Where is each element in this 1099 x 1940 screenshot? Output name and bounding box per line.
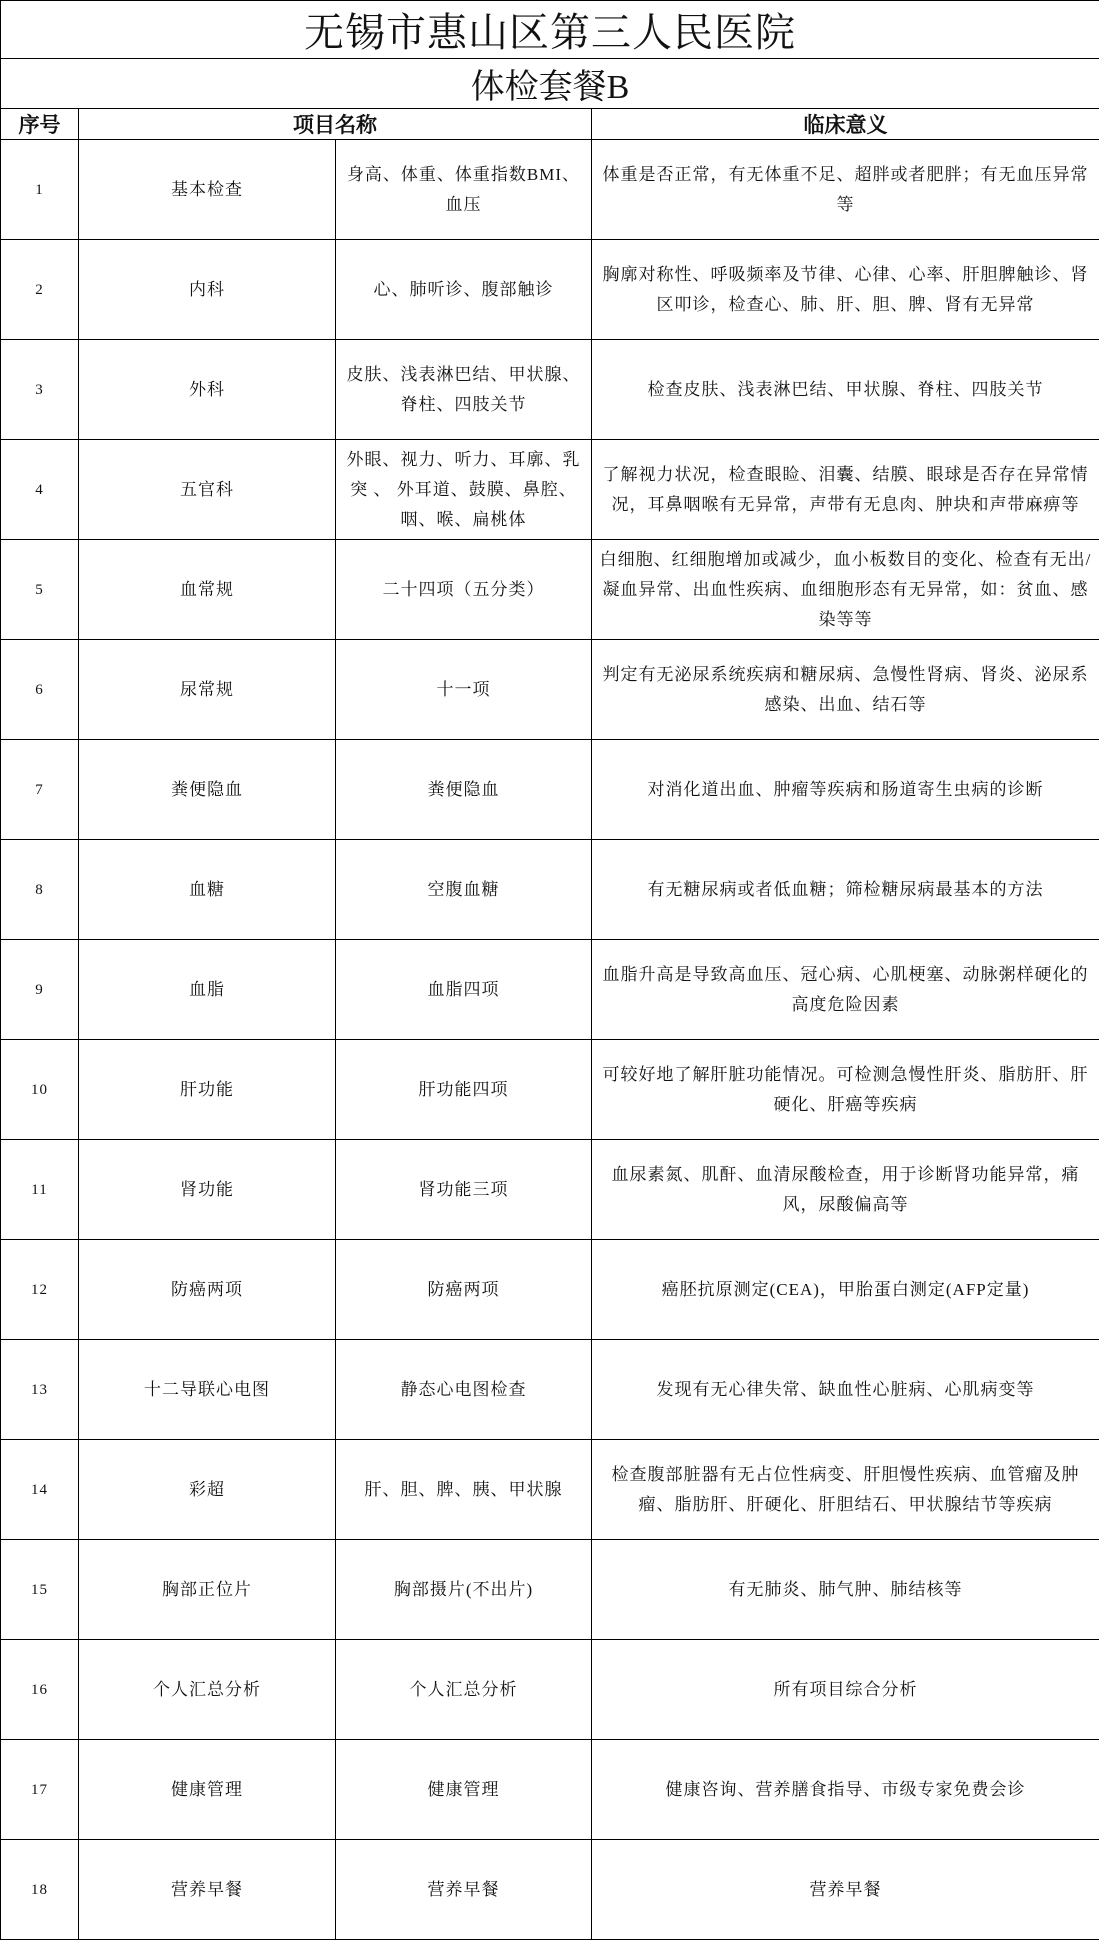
row-content: 皮肤、浅表淋巴结、甲状腺、脊柱、四肢关节 [336, 340, 592, 440]
header-item: 项目名称 [79, 109, 592, 140]
row-number: 16 [1, 1640, 79, 1740]
row-content: 肝、胆、脾、胰、甲状腺 [336, 1440, 592, 1540]
row-number: 2 [1, 240, 79, 340]
row-meaning: 发现有无心律失常、缺血性心脏病、心肌病变等 [592, 1340, 1099, 1440]
row-content: 粪便隐血 [336, 740, 592, 840]
row-number: 1 [1, 140, 79, 240]
row-number: 4 [1, 440, 79, 540]
row-meaning: 有无糖尿病或者低血糖；筛检糖尿病最基本的方法 [592, 840, 1099, 940]
row-meaning: 健康咨询、营养膳食指导、市级专家免费会诊 [592, 1740, 1099, 1840]
row-meaning: 癌胚抗原测定(CEA)，甲胎蛋白测定(AFP定量) [592, 1240, 1099, 1340]
row-content: 防癌两项 [336, 1240, 592, 1340]
table-row [1, 240, 1099, 340]
row-content: 心、肺听诊、腹部触诊 [336, 240, 592, 340]
row-category: 基本检查 [79, 140, 336, 240]
row-number: 15 [1, 1540, 79, 1640]
row-meaning: 判定有无泌尿系统疾病和糖尿病、急慢性肾病、肾炎、泌尿系感染、出血、结石等 [592, 640, 1099, 740]
row-content: 空腹血糖 [336, 840, 592, 940]
table-row [1, 940, 1099, 1040]
row-category: 血常规 [79, 540, 336, 640]
row-category: 血脂 [79, 940, 336, 1040]
row-category: 内科 [79, 240, 336, 340]
row-number: 3 [1, 340, 79, 440]
row-number: 13 [1, 1340, 79, 1440]
row-category: 尿常规 [79, 640, 336, 740]
row-meaning: 血尿素氮、肌酐、血清尿酸检查，用于诊断肾功能异常，痛风，尿酸偏高等 [592, 1140, 1099, 1240]
row-category: 彩超 [79, 1440, 336, 1540]
row-category: 粪便隐血 [79, 740, 336, 840]
row-content: 身高、体重、体重指数BMI、血压 [336, 140, 592, 240]
row-meaning: 体重是否正常，有无体重不足、超胖或者肥胖；有无血压异常等 [592, 140, 1099, 240]
header-index: 序号 [1, 109, 79, 140]
row-meaning: 营养早餐 [592, 1840, 1099, 1940]
row-content: 健康管理 [336, 1740, 592, 1840]
table-row [1, 1540, 1099, 1640]
row-category: 外科 [79, 340, 336, 440]
row-content: 二十四项（五分类） [336, 540, 592, 640]
row-category: 肝功能 [79, 1040, 336, 1140]
table-row [1, 1340, 1099, 1440]
row-number: 7 [1, 740, 79, 840]
table-row [1, 1140, 1099, 1240]
row-content: 肝功能四项 [336, 1040, 592, 1140]
table-row [1, 1840, 1099, 1940]
row-content: 外眼、视力、听力、耳廓、乳突 、 外耳道、鼓膜、鼻腔、咽、喉、扁桃体 [336, 440, 592, 540]
table-row [1, 740, 1099, 840]
row-number: 9 [1, 940, 79, 1040]
table-row [1, 1740, 1099, 1840]
row-category: 健康管理 [79, 1740, 336, 1840]
row-number: 14 [1, 1440, 79, 1540]
row-content: 胸部摄片(不出片) [336, 1540, 592, 1640]
row-meaning: 胸廓对称性、呼吸频率及节律、心律、心率、肝胆脾触诊、肾区叩诊，检查心、肺、肝、胆、脾、肾有无异常 [592, 240, 1099, 340]
row-number: 17 [1, 1740, 79, 1840]
row-content: 营养早餐 [336, 1840, 592, 1940]
row-number: 8 [1, 840, 79, 940]
row-meaning: 检查腹部脏器有无占位性病变、肝胆慢性疾病、血管瘤及肿瘤、脂肪肝、肝硬化、肝胆结石、甲状腺结节等疾病 [592, 1440, 1099, 1540]
hospital-title: 无锡市惠山区第三人民医院 [1, 1, 1099, 59]
row-category: 个人汇总分析 [79, 1640, 336, 1740]
row-content: 静态心电图检查 [336, 1340, 592, 1440]
row-meaning: 白细胞、红细胞增加或减少，血小板数目的变化、检查有无出/ 凝血异常、出血性疾病、血细胞形态有无异常，如：贫血、感染等等 [592, 540, 1099, 640]
table-row [1, 1440, 1099, 1540]
row-content: 个人汇总分析 [336, 1640, 592, 1740]
row-content: 肾功能三项 [336, 1140, 592, 1240]
row-meaning: 检查皮肤、浅表淋巴结、甲状腺、脊柱、四肢关节 [592, 340, 1099, 440]
row-number: 11 [1, 1140, 79, 1240]
row-category: 十二导联心电图 [79, 1340, 336, 1440]
table-row [1, 540, 1099, 640]
table-row [1, 1240, 1099, 1340]
table-row [1, 140, 1099, 240]
row-number: 10 [1, 1040, 79, 1140]
row-number: 5 [1, 540, 79, 640]
header-meaning: 临床意义 [592, 109, 1099, 140]
row-category: 胸部正位片 [79, 1540, 336, 1640]
row-number: 12 [1, 1240, 79, 1340]
row-meaning: 对消化道出血、肿瘤等疾病和肠道寄生虫病的诊断 [592, 740, 1099, 840]
table-row [1, 340, 1099, 440]
row-meaning: 所有项目综合分析 [592, 1640, 1099, 1740]
row-category: 营养早餐 [79, 1840, 336, 1940]
header-row [1, 109, 1099, 140]
row-number: 6 [1, 640, 79, 740]
row-meaning: 血脂升高是导致高血压、冠心病、心肌梗塞、动脉粥样硬化的高度危险因素 [592, 940, 1099, 1040]
row-category: 防癌两项 [79, 1240, 336, 1340]
row-meaning: 可较好地了解肝脏功能情况。可检测急慢性肝炎、脂肪肝、肝硬化、肝癌等疾病 [592, 1040, 1099, 1140]
table-row [1, 640, 1099, 740]
row-number: 18 [1, 1840, 79, 1940]
row-meaning: 了解视力状况，检查眼睑、泪囊、结膜、眼球是否存在异常情况，耳鼻咽喉有无异常，声带有无息肉、肿块和声带麻痹等 [592, 440, 1099, 540]
row-category: 血糖 [79, 840, 336, 940]
package-title: 体检套餐B [1, 59, 1099, 109]
row-content: 十一项 [336, 640, 592, 740]
table-row [1, 1640, 1099, 1740]
table-row [1, 1040, 1099, 1140]
table-row [1, 440, 1099, 540]
row-category: 肾功能 [79, 1140, 336, 1240]
table-row [1, 840, 1099, 940]
row-content: 血脂四项 [336, 940, 592, 1040]
row-category: 五官科 [79, 440, 336, 540]
row-meaning: 有无肺炎、肺气肿、肺结核等 [592, 1540, 1099, 1640]
